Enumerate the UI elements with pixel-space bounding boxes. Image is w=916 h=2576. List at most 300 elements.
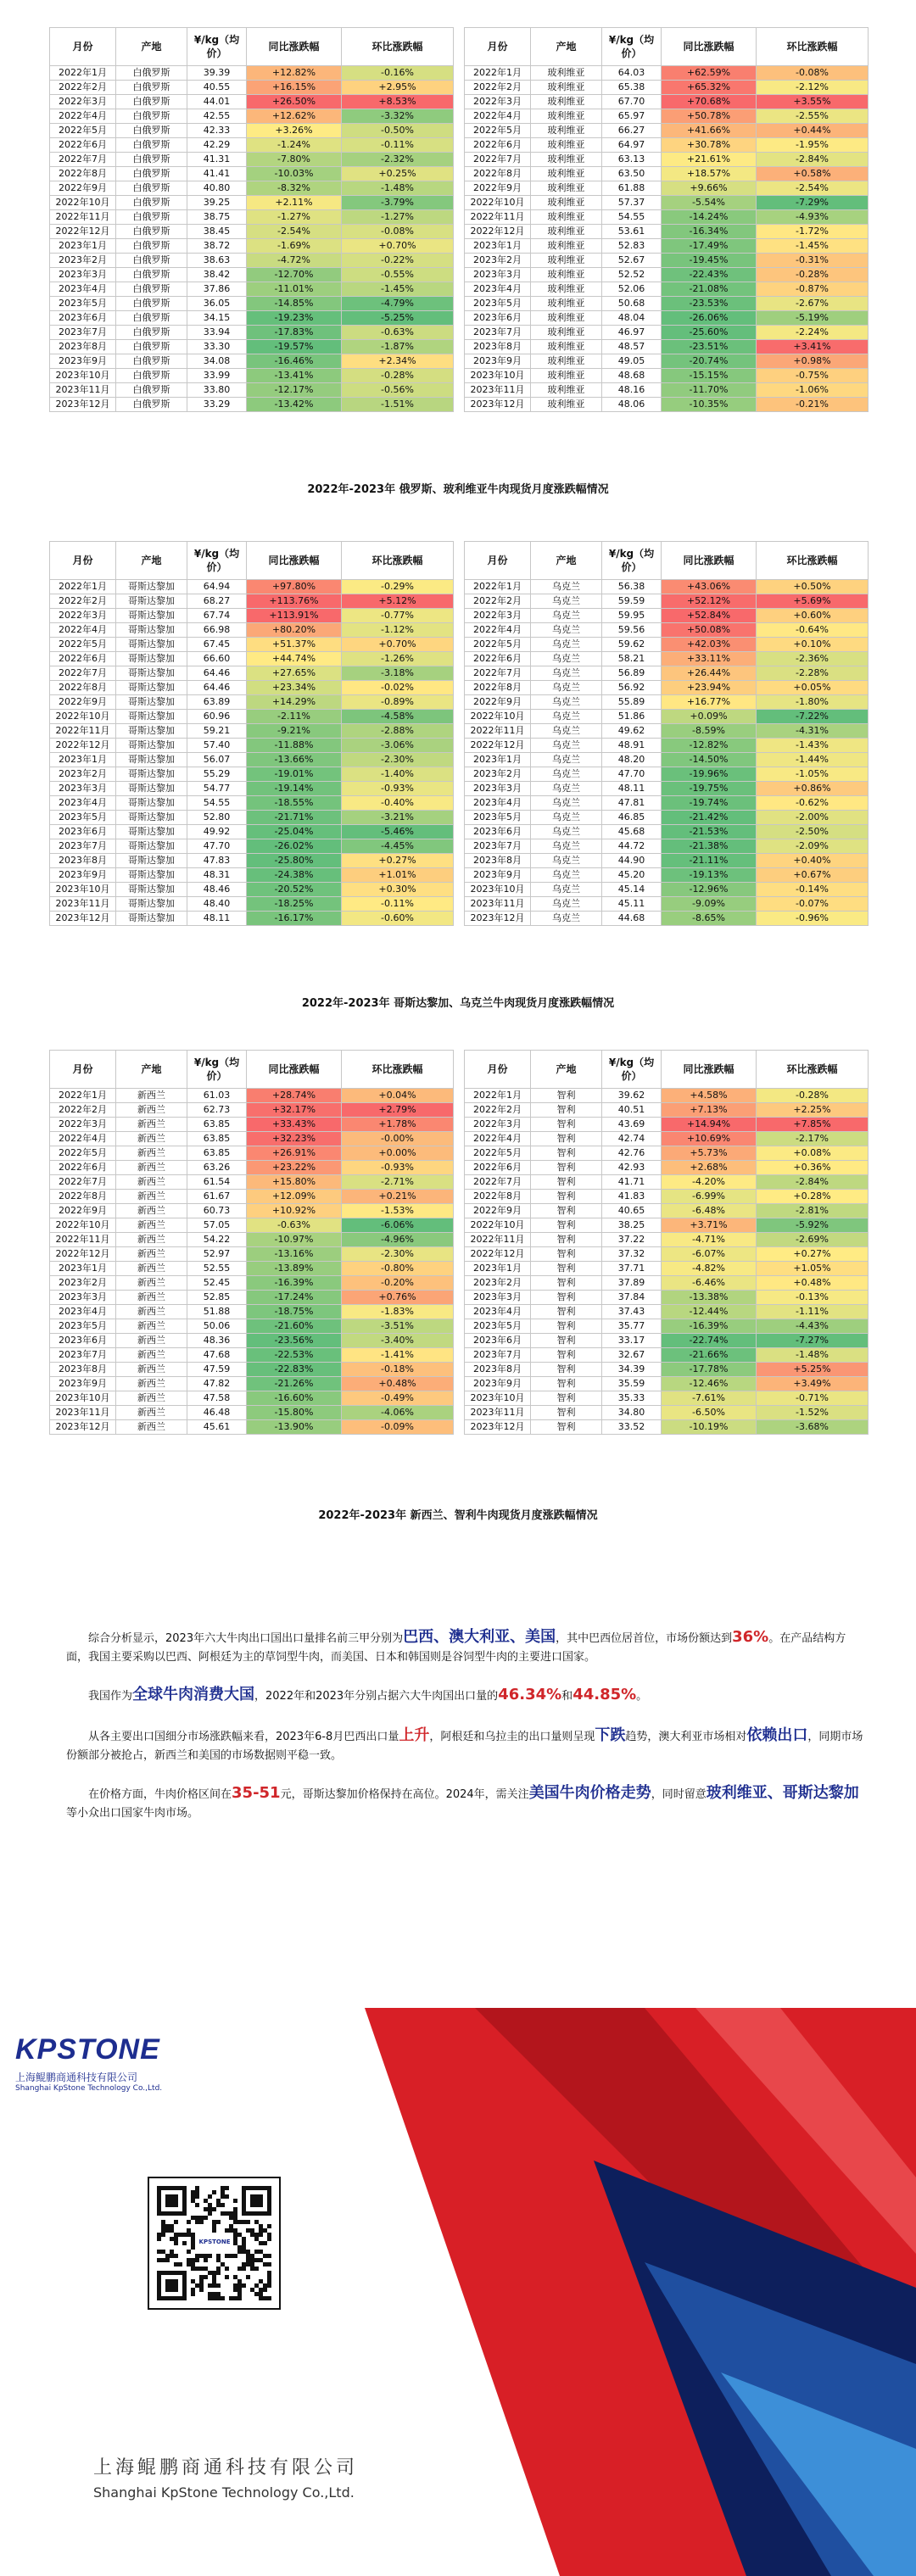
price-cell: 48.11 [187,912,247,926]
price-cell: 32.67 [602,1348,662,1363]
month-cell: 2023年8月 [465,340,531,354]
qr-module [250,2258,254,2262]
qr-module [199,2275,204,2279]
qr-module [204,2258,208,2262]
table-row [465,124,869,138]
price-cell: 33.17 [602,1334,662,1348]
qr-module [208,2211,212,2216]
column-header: ¥/kg（均价） [187,28,247,66]
yoy-cell: -1.27% [247,210,342,225]
table-row [50,1204,454,1218]
analysis-paragraph-4: 在价格方面，牛肉价格区间在35-51元，哥斯达黎加价格保持在高位。2024年，需关注美国牛肉价格走势，同时留意玻利维亚、哥斯达黎加等小众出口国家牛肉市场。 [66,1784,859,1820]
mom-cell: -1.45% [757,239,869,254]
qr-module [208,2292,212,2296]
price-cell: 56.07 [187,753,247,767]
qr-module [212,2228,216,2233]
price-cell: 45.68 [602,825,662,839]
mom-cell: +3.55% [757,95,869,109]
mom-cell: +0.48% [757,1276,869,1291]
qr-module [237,2250,242,2254]
month-cell: 2022年4月 [50,1132,116,1146]
price-cell: 48.31 [187,868,247,883]
month-cell: 2022年11月 [465,210,531,225]
mom-cell: -5.25% [342,311,454,326]
mom-cell: -2.12% [757,81,869,95]
origin-cell: 智利 [531,1204,602,1218]
qr-module [174,2237,178,2241]
origin-cell: 智利 [531,1132,602,1146]
origin-cell: 新西兰 [116,1218,187,1233]
origin-cell: 新西兰 [116,1276,187,1291]
mom-cell: -0.14% [757,883,869,897]
price-cell: 35.59 [602,1377,662,1391]
yoy-cell: -12.70% [247,268,342,282]
mom-cell: +0.60% [757,609,869,623]
origin-cell: 玻利维亚 [531,268,602,282]
origin-cell: 玻利维亚 [531,254,602,268]
qr-module [233,2241,237,2245]
mom-cell: -1.43% [757,739,869,753]
qr-module [178,2233,182,2237]
qr-finder [250,2194,263,2207]
price-cell: 48.36 [187,1334,247,1348]
table-row [465,210,869,225]
month-cell: 2022年9月 [50,181,116,196]
qr-module [246,2228,250,2233]
qr-module [212,2207,216,2211]
column-header: 月份 [465,1051,531,1089]
yoy-cell: -19.14% [247,782,342,796]
yoy-cell: +80.20% [247,623,342,638]
price-cell: 42.93 [602,1161,662,1175]
mom-cell: -2.84% [757,1175,869,1190]
yoy-cell: -4.71% [662,1233,757,1247]
logo [15,2033,162,2093]
mom-cell: -1.51% [342,398,454,412]
month-cell: 2022年1月 [50,66,116,81]
origin-cell: 玻利维亚 [531,398,602,412]
mom-cell: -2.28% [757,666,869,681]
price-cell: 46.85 [602,811,662,825]
mom-cell: +2.95% [342,81,454,95]
yoy-cell: -25.80% [247,854,342,868]
qr-module [174,2241,178,2245]
yoy-cell: -4.72% [247,254,342,268]
table-row [50,210,454,225]
table-row [465,1377,869,1391]
price-cell: 36.05 [187,297,247,311]
origin-cell: 哥斯达黎加 [116,825,187,839]
mom-cell: -2.84% [757,153,869,167]
yoy-cell: -15.15% [662,369,757,383]
month-cell: 2023年2月 [465,1276,531,1291]
price-cell: 55.89 [602,695,662,710]
qr-module [216,2258,221,2262]
qr-module [165,2254,170,2258]
yoy-cell: -10.03% [247,167,342,181]
table-row [465,340,869,354]
month-cell: 2023年1月 [465,1262,531,1276]
origin-cell: 智利 [531,1233,602,1247]
origin-cell: 白俄罗斯 [116,254,187,268]
mom-cell: +0.25% [342,167,454,181]
origin-cell: 白俄罗斯 [116,282,187,297]
origin-cell: 哥斯达黎加 [116,580,187,594]
yoy-cell: -22.74% [662,1334,757,1348]
month-cell: 2023年9月 [50,868,116,883]
price-cell: 47.58 [187,1391,247,1406]
price-cell: 61.54 [187,1175,247,1190]
mom-cell: -0.09% [342,1420,454,1435]
price-cell: 51.86 [602,710,662,724]
yoy-cell: +30.78% [662,138,757,153]
month-cell: 2023年3月 [465,268,531,282]
mom-cell: -2.69% [757,1233,869,1247]
month-cell: 2022年8月 [50,167,116,181]
price-cell: 39.62 [602,1089,662,1103]
column-header: ¥/kg（均价） [187,542,247,580]
origin-cell: 智利 [531,1175,602,1190]
qr-module [195,2258,199,2262]
mom-cell: -0.18% [342,1363,454,1377]
table-row [50,912,454,926]
origin-cell: 玻利维亚 [531,383,602,398]
yoy-cell: -23.51% [662,340,757,354]
qr-module [165,2224,170,2228]
column-header: 产地 [116,1051,187,1089]
mom-cell: -1.52% [757,1406,869,1420]
origin-cell: 乌克兰 [531,580,602,594]
month-cell: 2023年6月 [50,825,116,839]
price-cell: 63.13 [602,153,662,167]
price-cell: 38.25 [602,1218,662,1233]
month-cell: 2022年4月 [50,109,116,124]
month-cell: 2023年8月 [465,854,531,868]
price-cell: 54.55 [602,210,662,225]
table-row [50,868,454,883]
month-cell: 2023年7月 [50,1348,116,1363]
origin-cell: 玻利维亚 [531,311,602,326]
origin-cell: 新西兰 [116,1118,187,1132]
price-cell: 33.30 [187,340,247,354]
origin-cell: 哥斯达黎加 [116,681,187,695]
mom-cell: -0.93% [342,782,454,796]
price-cell: 59.56 [602,623,662,638]
yoy-cell: -10.97% [247,1233,342,1247]
price-cell: 52.85 [187,1291,247,1305]
yoy-cell: +70.68% [662,95,757,109]
table-row [465,268,869,282]
yoy-cell: -21.60% [247,1319,342,1334]
price-cell: 57.40 [187,739,247,753]
mom-cell: +0.70% [342,239,454,254]
yoy-cell: +65.32% [662,81,757,95]
qr-module [199,2283,204,2288]
price-cell: 48.06 [602,398,662,412]
table-row [50,239,454,254]
qr-module [250,2254,254,2258]
price-cell: 59.21 [187,724,247,739]
qr-module [237,2233,242,2237]
column-header: 环比涨跌幅 [757,542,869,580]
table-row [465,354,869,369]
qr-module [237,2292,242,2296]
column-header: 同比涨跌幅 [247,1051,342,1089]
mom-cell: -0.60% [342,912,454,926]
yoy-cell: -26.06% [662,311,757,326]
price-cell: 47.83 [187,854,247,868]
month-cell: 2022年2月 [465,81,531,95]
mom-cell: -0.50% [342,124,454,138]
yoy-cell: -10.19% [662,1420,757,1435]
origin-cell: 新西兰 [116,1132,187,1146]
table-row [50,138,454,153]
price-cell: 33.80 [187,383,247,398]
yoy-cell: -16.17% [247,912,342,926]
qr-module [191,2199,195,2203]
price-cell: 33.94 [187,326,247,340]
yoy-cell: -1.24% [247,138,342,153]
qr-module [242,2241,246,2245]
qr-module [250,2233,254,2237]
origin-cell: 乌克兰 [531,623,602,638]
qr-module [263,2296,267,2300]
qr-module [199,2220,204,2224]
table-row [465,1204,869,1218]
mom-cell: -1.12% [342,623,454,638]
price-table [49,1050,454,1435]
month-cell: 2022年8月 [465,1190,531,1204]
price-cell: 49.62 [602,724,662,739]
qr-module [165,2228,170,2233]
mom-cell: -7.29% [757,196,869,210]
table-row [465,666,869,681]
month-cell: 2022年4月 [465,623,531,638]
month-cell: 2022年4月 [465,1132,531,1146]
table-row [465,369,869,383]
origin-cell: 玻利维亚 [531,326,602,340]
qr-module [199,2216,204,2220]
qr-module [208,2194,212,2199]
mom-cell: -0.89% [342,695,454,710]
mom-cell: -2.32% [342,153,454,167]
mom-cell: +5.69% [757,594,869,609]
mom-cell: -6.06% [342,1218,454,1233]
qr-module [170,2224,174,2228]
origin-cell: 玻利维亚 [531,66,602,81]
table-row [50,225,454,239]
mom-cell: +0.10% [757,638,869,652]
price-cell: 38.42 [187,268,247,282]
mom-cell: -2.54% [757,181,869,196]
table-row [50,398,454,412]
mom-cell: -4.79% [342,297,454,311]
price-cell: 39.39 [187,66,247,81]
qr-module [233,2237,237,2241]
qr-module [191,2258,195,2262]
mom-cell: -2.81% [757,1204,869,1218]
qr-module [191,2233,195,2237]
price-cell: 63.26 [187,1161,247,1175]
price-cell: 47.70 [187,839,247,854]
qr-module [182,2233,187,2237]
qr-module [212,2224,216,2228]
month-cell: 2023年4月 [465,1305,531,1319]
column-header: 同比涨跌幅 [247,542,342,580]
table-row [465,1218,869,1233]
mom-cell: -0.11% [342,897,454,912]
mom-cell: -0.40% [342,796,454,811]
mom-cell: +0.08% [757,1146,869,1161]
qr-module [216,2296,221,2300]
qr-module [267,2262,271,2267]
qr-module [263,2283,267,2288]
origin-cell: 哥斯达黎加 [116,753,187,767]
mom-cell: +8.53% [342,95,454,109]
month-cell: 2023年3月 [50,782,116,796]
qr-module [233,2211,237,2216]
origin-cell: 玻利维亚 [531,340,602,354]
origin-cell: 乌克兰 [531,854,602,868]
yoy-cell: +10.69% [662,1132,757,1146]
mom-cell: -3.79% [342,196,454,210]
mom-cell: -0.77% [342,609,454,623]
qr-module [246,2250,250,2254]
month-cell: 2022年12月 [465,1247,531,1262]
table-row [465,580,869,594]
month-cell: 2023年9月 [465,868,531,883]
mom-cell: -1.44% [757,753,869,767]
mom-cell: -2.30% [342,753,454,767]
month-cell: 2023年1月 [50,753,116,767]
qr-module [187,2233,191,2237]
qr-finder [165,2279,178,2292]
yoy-cell: -4.20% [662,1175,757,1190]
logo-wordmark: KPSTONE [15,2033,160,2066]
qr-module [191,2241,195,2245]
price-cell: 42.29 [187,138,247,153]
yoy-cell: +33.43% [247,1118,342,1132]
origin-cell: 哥斯达黎加 [116,695,187,710]
table-row [465,1406,869,1420]
qr-module [233,2288,237,2292]
price-table [49,541,454,926]
yoy-cell: +3.26% [247,124,342,138]
mom-cell: -4.58% [342,710,454,724]
yoy-cell: -8.32% [247,181,342,196]
qr-module [259,2228,263,2233]
price-cell: 34.15 [187,311,247,326]
origin-cell: 白俄罗斯 [116,210,187,225]
table-row [465,868,869,883]
qr-module [225,2228,229,2233]
mom-cell: +0.21% [342,1190,454,1204]
qr-module [195,2267,199,2271]
origin-cell: 乌克兰 [531,638,602,652]
mom-cell: -4.06% [342,1406,454,1420]
table-row [50,1218,454,1233]
price-cell: 54.22 [187,1233,247,1247]
yoy-cell: -7.80% [247,153,342,167]
company-name-en: Shanghai KpStone Technology Co.,Ltd. [93,2484,355,2501]
origin-cell: 乌克兰 [531,897,602,912]
table-row [50,268,454,282]
price-cell: 40.55 [187,81,247,95]
qr-module [216,2271,221,2275]
table-row [50,1190,454,1204]
yoy-cell: +26.50% [247,95,342,109]
qr-module [250,2267,254,2271]
table-row [465,695,869,710]
price-cell: 68.27 [187,594,247,609]
mom-cell: -2.50% [757,825,869,839]
qr-module [221,2211,225,2216]
origin-cell: 智利 [531,1190,602,1204]
table-row [50,666,454,681]
origin-cell: 新西兰 [116,1146,187,1161]
month-cell: 2022年1月 [465,580,531,594]
yoy-cell: -23.53% [662,297,757,311]
month-cell: 2022年3月 [50,95,116,109]
table-row [465,1420,869,1435]
qr-module [237,2279,242,2283]
month-cell: 2023年7月 [465,326,531,340]
qr-module [233,2220,237,2224]
month-cell: 2023年2月 [465,767,531,782]
qr-module [237,2283,242,2288]
origin-cell: 乌克兰 [531,796,602,811]
mom-cell: +7.85% [757,1118,869,1132]
qr-module [157,2250,161,2254]
table-header-row [50,28,454,66]
origin-cell: 白俄罗斯 [116,181,187,196]
origin-cell: 乌克兰 [531,724,602,739]
table-row [50,153,454,167]
origin-cell: 玻利维亚 [531,282,602,297]
origin-cell: 玻利维亚 [531,196,602,210]
month-cell: 2023年7月 [50,326,116,340]
yoy-cell: -25.04% [247,825,342,839]
qr-module [259,2296,263,2300]
month-cell: 2023年5月 [50,297,116,311]
month-cell: 2022年7月 [50,666,116,681]
yoy-cell: -12.82% [662,739,757,753]
price-cell: 48.11 [602,782,662,796]
month-cell: 2023年8月 [50,854,116,868]
month-cell: 2022年10月 [465,710,531,724]
column-header: 同比涨跌幅 [662,542,757,580]
qr-module [208,2207,212,2211]
origin-cell: 哥斯达黎加 [116,897,187,912]
price-cell: 45.20 [602,868,662,883]
qr-module [170,2250,174,2254]
origin-cell: 白俄罗斯 [116,81,187,95]
month-cell: 2022年12月 [465,225,531,239]
table-row [50,1262,454,1276]
table-row [50,1161,454,1175]
table-row [50,1319,454,1334]
qr-module [216,2283,221,2288]
yoy-cell: -12.46% [662,1377,757,1391]
mom-cell: +0.04% [342,1089,454,1103]
origin-cell: 智利 [531,1118,602,1132]
origin-cell: 智利 [531,1319,602,1334]
yoy-cell: +41.66% [662,124,757,138]
analysis-paragraph-3: 从各主要出口国细分市场涨跌幅来看，2023年6-8月巴西出口量上升，阿根廷和乌拉圭的出口量则呈现下跌趋势，澳大利亚市场相对依赖出口，同期市场份额部分被抢占，新西兰和美国的市场数据则平稳一致。 [66,1726,863,1762]
yoy-cell: +33.11% [662,652,757,666]
qr-module [267,2279,271,2283]
origin-cell: 新西兰 [116,1262,187,1276]
